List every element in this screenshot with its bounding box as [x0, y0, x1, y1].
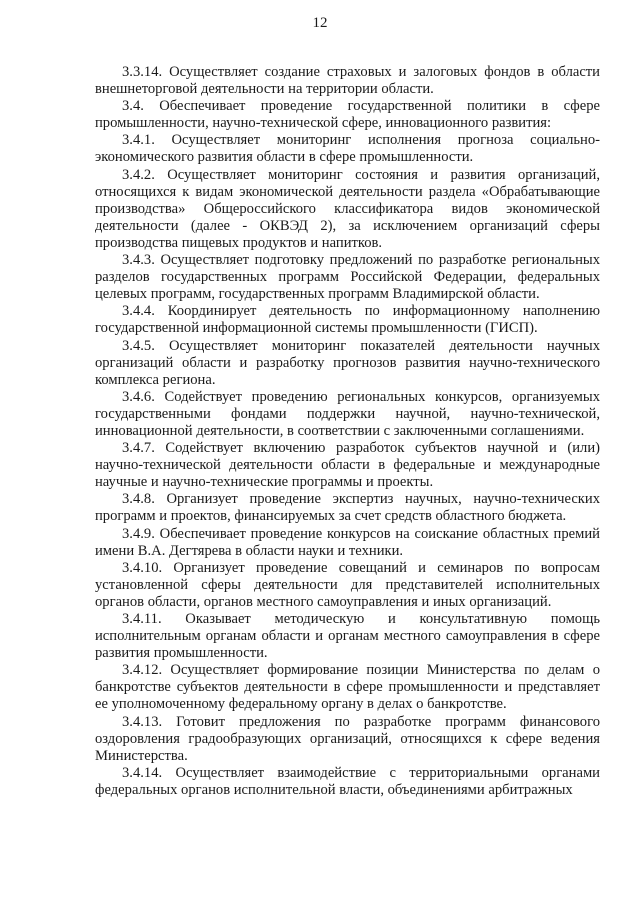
paragraph-3-4-1: 3.4.1. Осуществляет мониторинг исполнения прогноза социально-экономического развития области в сфере промышленности. — [95, 132, 600, 166]
paragraph-3-4-7: 3.4.7. Содействует включению разработок субъектов научной и (или) научно-технической деятельности области в федеральные и международные научные и научно-технические программы и проекты. — [95, 440, 600, 491]
paragraph-3-4-14: 3.4.14. Осуществляет взаимодействие с территориальными органами федеральных органов исполнительной власти, объединениями арбитражных — [95, 764, 600, 798]
paragraph-3-4-2: 3.4.2. Осуществляет мониторинг состояния и развития организаций, относящихся к видам экономической деятельности раздела «Обрабатывающие производства» Общероссийского классификатора видов экономической деятельности (далее - ОКВЭД 2), за исключением организаций сферы производства пищевых продуктов и напитков. — [95, 166, 600, 251]
paragraph-3-4-6: 3.4.6. Содействует проведению региональных конкурсов, организуемых государственными фондами поддержки научной, научно-технической, инновационной деятельности, в соответствии с заключенными соглашениями. — [95, 388, 600, 439]
paragraph-3-3-14: 3.3.14. Осуществляет создание страховых и залоговых фондов в области внешнеторговой деятельности на территории области. — [95, 64, 600, 98]
page-number: 12 — [312, 15, 328, 31]
paragraph-3-4-11: 3.4.11. Оказывает методическую и консультативную помощь исполнительным органам области и органам местного самоуправления в сфере развития промышленности. — [95, 611, 600, 662]
document-body — [95, 64, 600, 799]
paragraph-3-4-13: 3.4.13. Готовит предложения по разработке программ финансового оздоровления градообразующих организаций, относящихся к сфере ведения Министерства. — [95, 713, 600, 764]
paragraph-3-4-5: 3.4.5. Осуществляет мониторинг показателей деятельности научных организаций области и разработку прогнозов развития научно-технического комплекса региона. — [95, 337, 600, 388]
paragraph-3-4-3: 3.4.3. Осуществляет подготовку предложений по разработке региональных разделов государственных программ Российской Федерации, федеральных целевых программ, государственных программ Владимирской области. — [95, 252, 600, 303]
paragraph-3-4: 3.4. Обеспечивает проведение государственной политики в сфере промышленности, научно-технической сфере, инновационного развития: — [95, 98, 600, 132]
paragraph-3-4-4: 3.4.4. Координирует деятельность по информационному наполнению государственной информационной системы промышленности (ГИСП). — [95, 303, 600, 337]
paragraph-3-4-9: 3.4.9. Обеспечивает проведение конкурсов на соискание областных премий имени В.А. Дегтярева в области науки и техники. — [95, 525, 600, 559]
paragraph-3-4-8: 3.4.8. Организует проведение экспертиз научных, научно-технических программ и проектов, финансируемых за счет средств областного бюджета. — [95, 491, 600, 525]
paragraph-3-4-12: 3.4.12. Осуществляет формирование позиции Министерства по делам о банкротстве субъектов деятельности в сфере промышленности и представляет ее уполномоченному федеральному органу в делах о банкротстве. — [95, 662, 600, 713]
paragraph-3-4-10: 3.4.10. Организует проведение совещаний и семинаров по вопросам установленной сферы деятельности для представителей исполнительных органов области, органов местного самоуправления и иных организаций. — [95, 559, 600, 610]
